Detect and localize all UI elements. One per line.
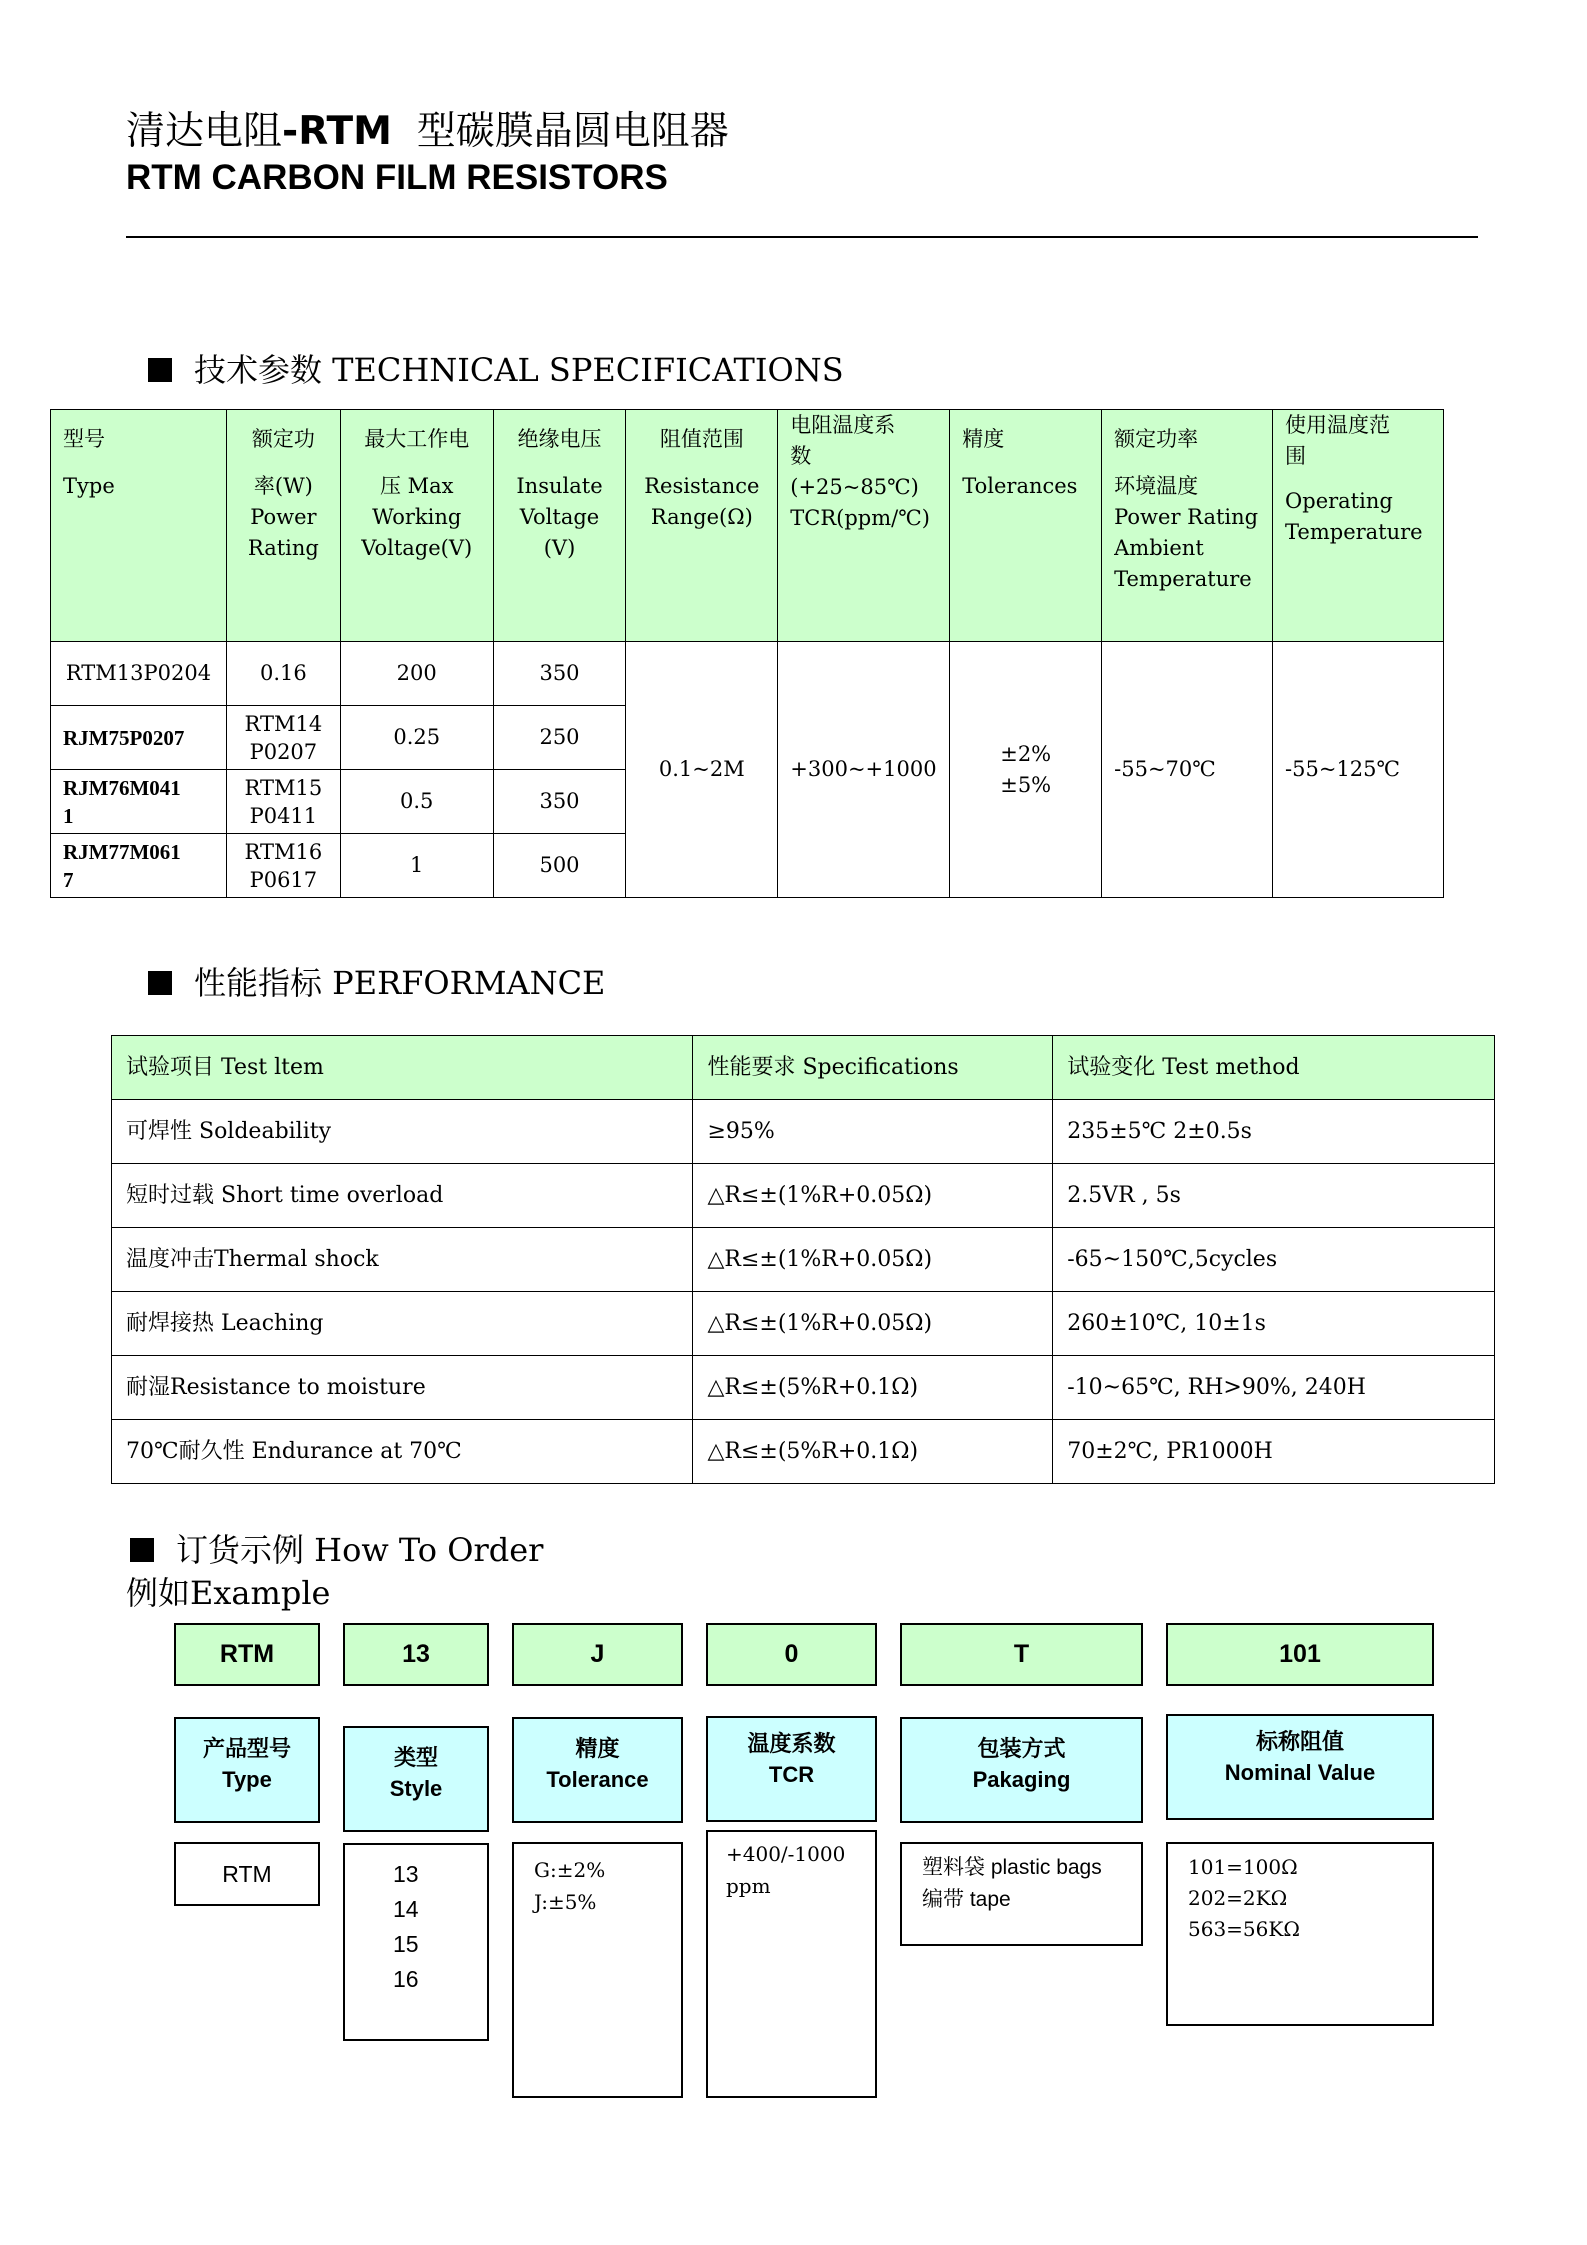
value-tcr: +400/-1000 ppm (706, 1830, 877, 2098)
table-row: 耐焊接热 Leaching △R≤±(1%R+0.05Ω) 260±10℃, 10±1s (112, 1292, 1495, 1356)
row-type: RJM77M061 7 (51, 834, 227, 898)
row-type: RJM75P0207 (51, 706, 227, 770)
resistance-range-value: 0.1~2M (626, 642, 778, 898)
performance-heading: 性能指标 PERFORMANCE (148, 958, 605, 1004)
performance-header-row (112, 1036, 1495, 1100)
header-type: 型号 Type (51, 410, 227, 642)
header-insulate-voltage: 绝缘电压 Insulate Voltage (V) (493, 410, 626, 642)
table-row (51, 642, 1444, 706)
header-max-voltage: 最大工作电 压 Max Working Voltage(V) (340, 410, 493, 642)
title-cn-model: -RTM (282, 109, 392, 154)
table-row: 耐湿Resistance to moisture △R≤±(5%R+0.1Ω) -10~65℃, RH>90%, 240H (112, 1356, 1495, 1420)
tolerances-value: ±2% ±5% (950, 642, 1102, 898)
row-voltage: 500 (493, 834, 626, 898)
value-style: 13 14 15 16 (343, 1843, 489, 2041)
label-nominal-value: 标称阻值 Nominal Value (1166, 1714, 1434, 1820)
header-test-method: 试验变化 Test method (1053, 1036, 1495, 1100)
label-tolerance: 精度 Tolerance (512, 1717, 683, 1823)
code-style: 13 (343, 1623, 489, 1686)
label-tcr: 温度系数 TCR (706, 1716, 877, 1822)
table-row: 可焊性 Soldeability ≥95% 235±5℃ 2±0.5s (112, 1100, 1495, 1164)
title-cn-brand: 清达电阻 (126, 109, 283, 154)
tcr-value: +300~+1000 (778, 642, 950, 898)
tech-spec-header-row (51, 410, 1444, 642)
label-packaging: 包装方式 Pakaging (900, 1717, 1143, 1823)
row-power: 0.16 (226, 642, 340, 706)
table-row: 短时过载 Short time overload △R≤±(1%R+0.05Ω) 2.5VR , 5s (112, 1164, 1495, 1228)
row-type: RTM13P0204 (51, 642, 227, 706)
order-heading: 订货示例 How To Order (130, 1525, 543, 1571)
header-tcr: 电阻温度系 数 (+25~85℃) TCR(ppm/℃) (778, 410, 950, 642)
code-tolerance: J (512, 1623, 683, 1686)
page-title-cn (126, 100, 729, 156)
square-bullet-icon (148, 971, 172, 995)
code-nominal-value: 101 (1166, 1623, 1434, 1686)
row-insulate: 350 (493, 642, 626, 706)
operating-temp-value: -55~125℃ (1273, 642, 1444, 898)
header-operating: 使用温度范 围 Operating Temperature (1273, 410, 1444, 642)
table-row: 温度冲击Thermal shock △R≤±(1%R+0.05Ω) -65~150℃,5cycles (112, 1228, 1495, 1292)
value-packaging: 塑料袋 plastic bags 编带 tape (900, 1842, 1143, 1946)
ambient-temp-value: -55~70℃ (1102, 642, 1273, 898)
value-type: RTM (174, 1842, 320, 1906)
value-nominal: 101=100Ω 202=2KΩ 563=56KΩ (1166, 1842, 1434, 2026)
row-voltage: 250 (493, 706, 626, 770)
row-type: RJM76M041 1 (51, 770, 227, 834)
code-packaging: T (900, 1623, 1143, 1686)
row-power: 1 (340, 834, 493, 898)
code-type: RTM (174, 1623, 320, 1686)
header-divider (126, 236, 1478, 238)
row-power-model: RTM16 P0617 (226, 834, 340, 898)
row-power: 0.25 (340, 706, 493, 770)
tech-spec-heading: 技术参数 TECHNICAL SPECIFICATIONS (148, 345, 844, 391)
square-bullet-icon (130, 1538, 154, 1562)
label-style: 类型 Style (343, 1726, 489, 1832)
tech-spec-table (50, 409, 1444, 898)
row-power-model: RTM14 P0207 (226, 706, 340, 770)
order-example-label: 例如Example (126, 1574, 331, 1612)
header-ambient: 额定功率 环境温度 Power Rating Ambient Temperature (1102, 410, 1273, 642)
label-type: 产品型号 Type (174, 1717, 320, 1823)
header-power: 额定功 率(W) Power Rating (226, 410, 340, 642)
row-power-model: RTM15 P0411 (226, 770, 340, 834)
row-power: 0.5 (340, 770, 493, 834)
header-resistance-range: 阻值范围 Resistance Range(Ω) (626, 410, 778, 642)
header-tolerances: 精度 Tolerances (950, 410, 1102, 642)
row-voltage: 350 (493, 770, 626, 834)
page-title-en: RTM CARBON FILM RESISTORS (126, 158, 668, 197)
performance-table (111, 1035, 1495, 1484)
row-voltage: 200 (340, 642, 493, 706)
code-tcr: 0 (706, 1623, 877, 1686)
header-specifications: 性能要求 Specifications (693, 1036, 1053, 1100)
title-cn-product: 型碳膜晶圆电阻器 (416, 109, 729, 154)
header-test-item: 试验项目 Test ltem (112, 1036, 693, 1100)
table-row: 70℃耐久性 Endurance at 70℃ △R≤±(5%R+0.1Ω) 70±2℃, PR1000H (112, 1420, 1495, 1484)
value-tolerance: G:±2% J:±5% (512, 1842, 683, 2098)
square-bullet-icon (148, 358, 172, 382)
